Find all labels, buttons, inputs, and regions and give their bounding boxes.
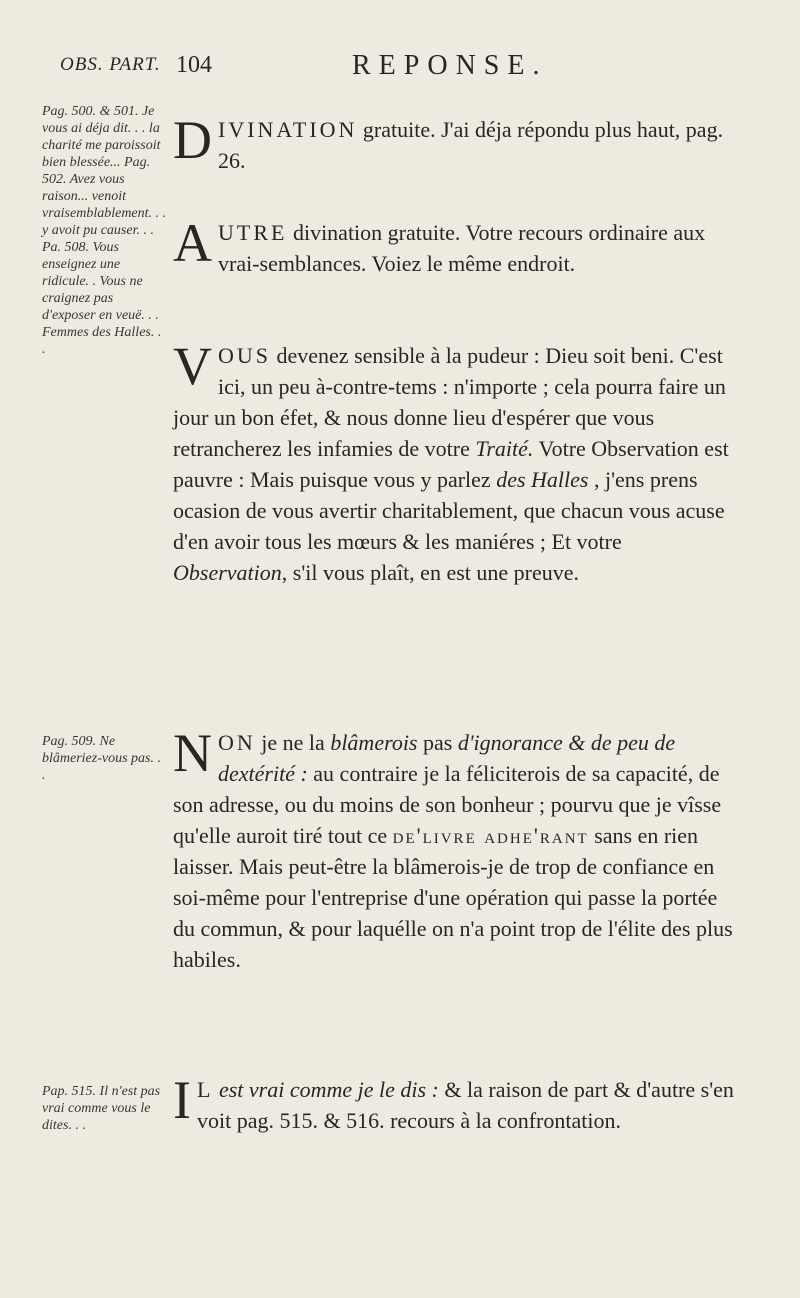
entry-text: sans en rien laisser. Mais peut-être la blâmerois-je de trop de confiance en soi-même pour l'entreprise d'une opération qui passe la portée du commun, & pour laquélle on n'a point trop de l'élite des plus habiles. bbox=[173, 823, 733, 972]
page-number: 104 bbox=[176, 52, 212, 78]
drop-cap: N bbox=[173, 723, 212, 783]
drop-cap: I bbox=[173, 1070, 191, 1130]
entry-text: gratuite. J'ai déja répondu plus haut, pag. 26. bbox=[218, 117, 724, 173]
entry-italic: Traité. bbox=[475, 436, 534, 461]
page-title: REPONSE. bbox=[352, 50, 548, 81]
entry-italic: est vrai comme je le dis : bbox=[213, 1077, 439, 1102]
entry-italic: des Halles bbox=[496, 467, 589, 492]
entry-italic: d'ignorance & de peu de dextérité : bbox=[218, 730, 676, 786]
entry-text: & la raison de part & d'autre s'en voit pag. 515. & 516. recours à la confrontation. bbox=[196, 1077, 734, 1133]
entry-lead: L bbox=[196, 1077, 214, 1102]
entry-paragraph bbox=[173, 213, 738, 279]
entry-text: , s'il vous plaît, en est une preuve. bbox=[281, 560, 580, 585]
entry-paragraph bbox=[173, 110, 738, 176]
entry-italic: Observation bbox=[173, 560, 282, 585]
margin-note: Pap. 515. Il n'est pas vrai comme vous le dites. . . bbox=[42, 1084, 161, 1133]
entry-smallcaps: de'livre adhe'rant bbox=[392, 823, 589, 848]
running-header bbox=[0, 50, 800, 86]
entry-italic: blâmerois bbox=[330, 730, 418, 755]
entry-lead: UTRE bbox=[218, 220, 288, 245]
entry-text: divination gratuite. Votre recours ordinaire aux vrai-semblances. Voiez le même endroit. bbox=[218, 220, 706, 276]
entry-lead: ON bbox=[218, 730, 256, 755]
entry-paragraph bbox=[173, 1070, 738, 1136]
entry-lead: IVINATION bbox=[218, 117, 358, 142]
entry-text: je ne la bbox=[255, 730, 331, 755]
entry-paragraph bbox=[173, 336, 738, 588]
drop-cap: D bbox=[173, 110, 212, 170]
entry-lead: OUS bbox=[218, 343, 272, 368]
header-part-label: OBS. PART. bbox=[60, 54, 161, 75]
entry-text: devenez sensible à la pudeur : Dieu soit beni. C'est ici, un peu à-contre-tems : n'importe ; cela pourra faire un jour un bon éfet, & nous donne lieu d'espérer que vous retrancherez les infamies de votre bbox=[173, 343, 726, 461]
drop-cap: A bbox=[173, 213, 212, 273]
margin-note: Pag. 500. & 501. Je vous ai déja dit. . . la charité me paroissoit bien blessée... Pag. 502. Avez vous raison... venoit vraisemblablement. . . y avoit pu causer. . . Pa. 508. Vous enseignez une ridicule. . Vous ne craignez pas d'exposer en veuë. . . Femmes des Halles. . . bbox=[42, 104, 167, 357]
entry-text: , j'ens prens ocasion de vous avertir charitablement, que chacun vous acuse d'en avoir tous les mœurs & les maniéres ; Et votre bbox=[173, 467, 725, 554]
entry-text: au contraire je la féliciterois de sa capacité, de son adresse, ou du moins de son bonheur ; pourvu que je vîsse qu'elle auroit tiré tout ce bbox=[173, 761, 722, 848]
margin-note: Pag. 509. Ne blâmeriez-vous pas. . . bbox=[42, 734, 161, 783]
entry-text: Votre Observation est pauvre : Mais puisque vous y parlez bbox=[173, 436, 729, 492]
entry-paragraph bbox=[173, 723, 738, 975]
drop-cap: V bbox=[173, 336, 212, 396]
entry-text: pas bbox=[417, 730, 458, 755]
